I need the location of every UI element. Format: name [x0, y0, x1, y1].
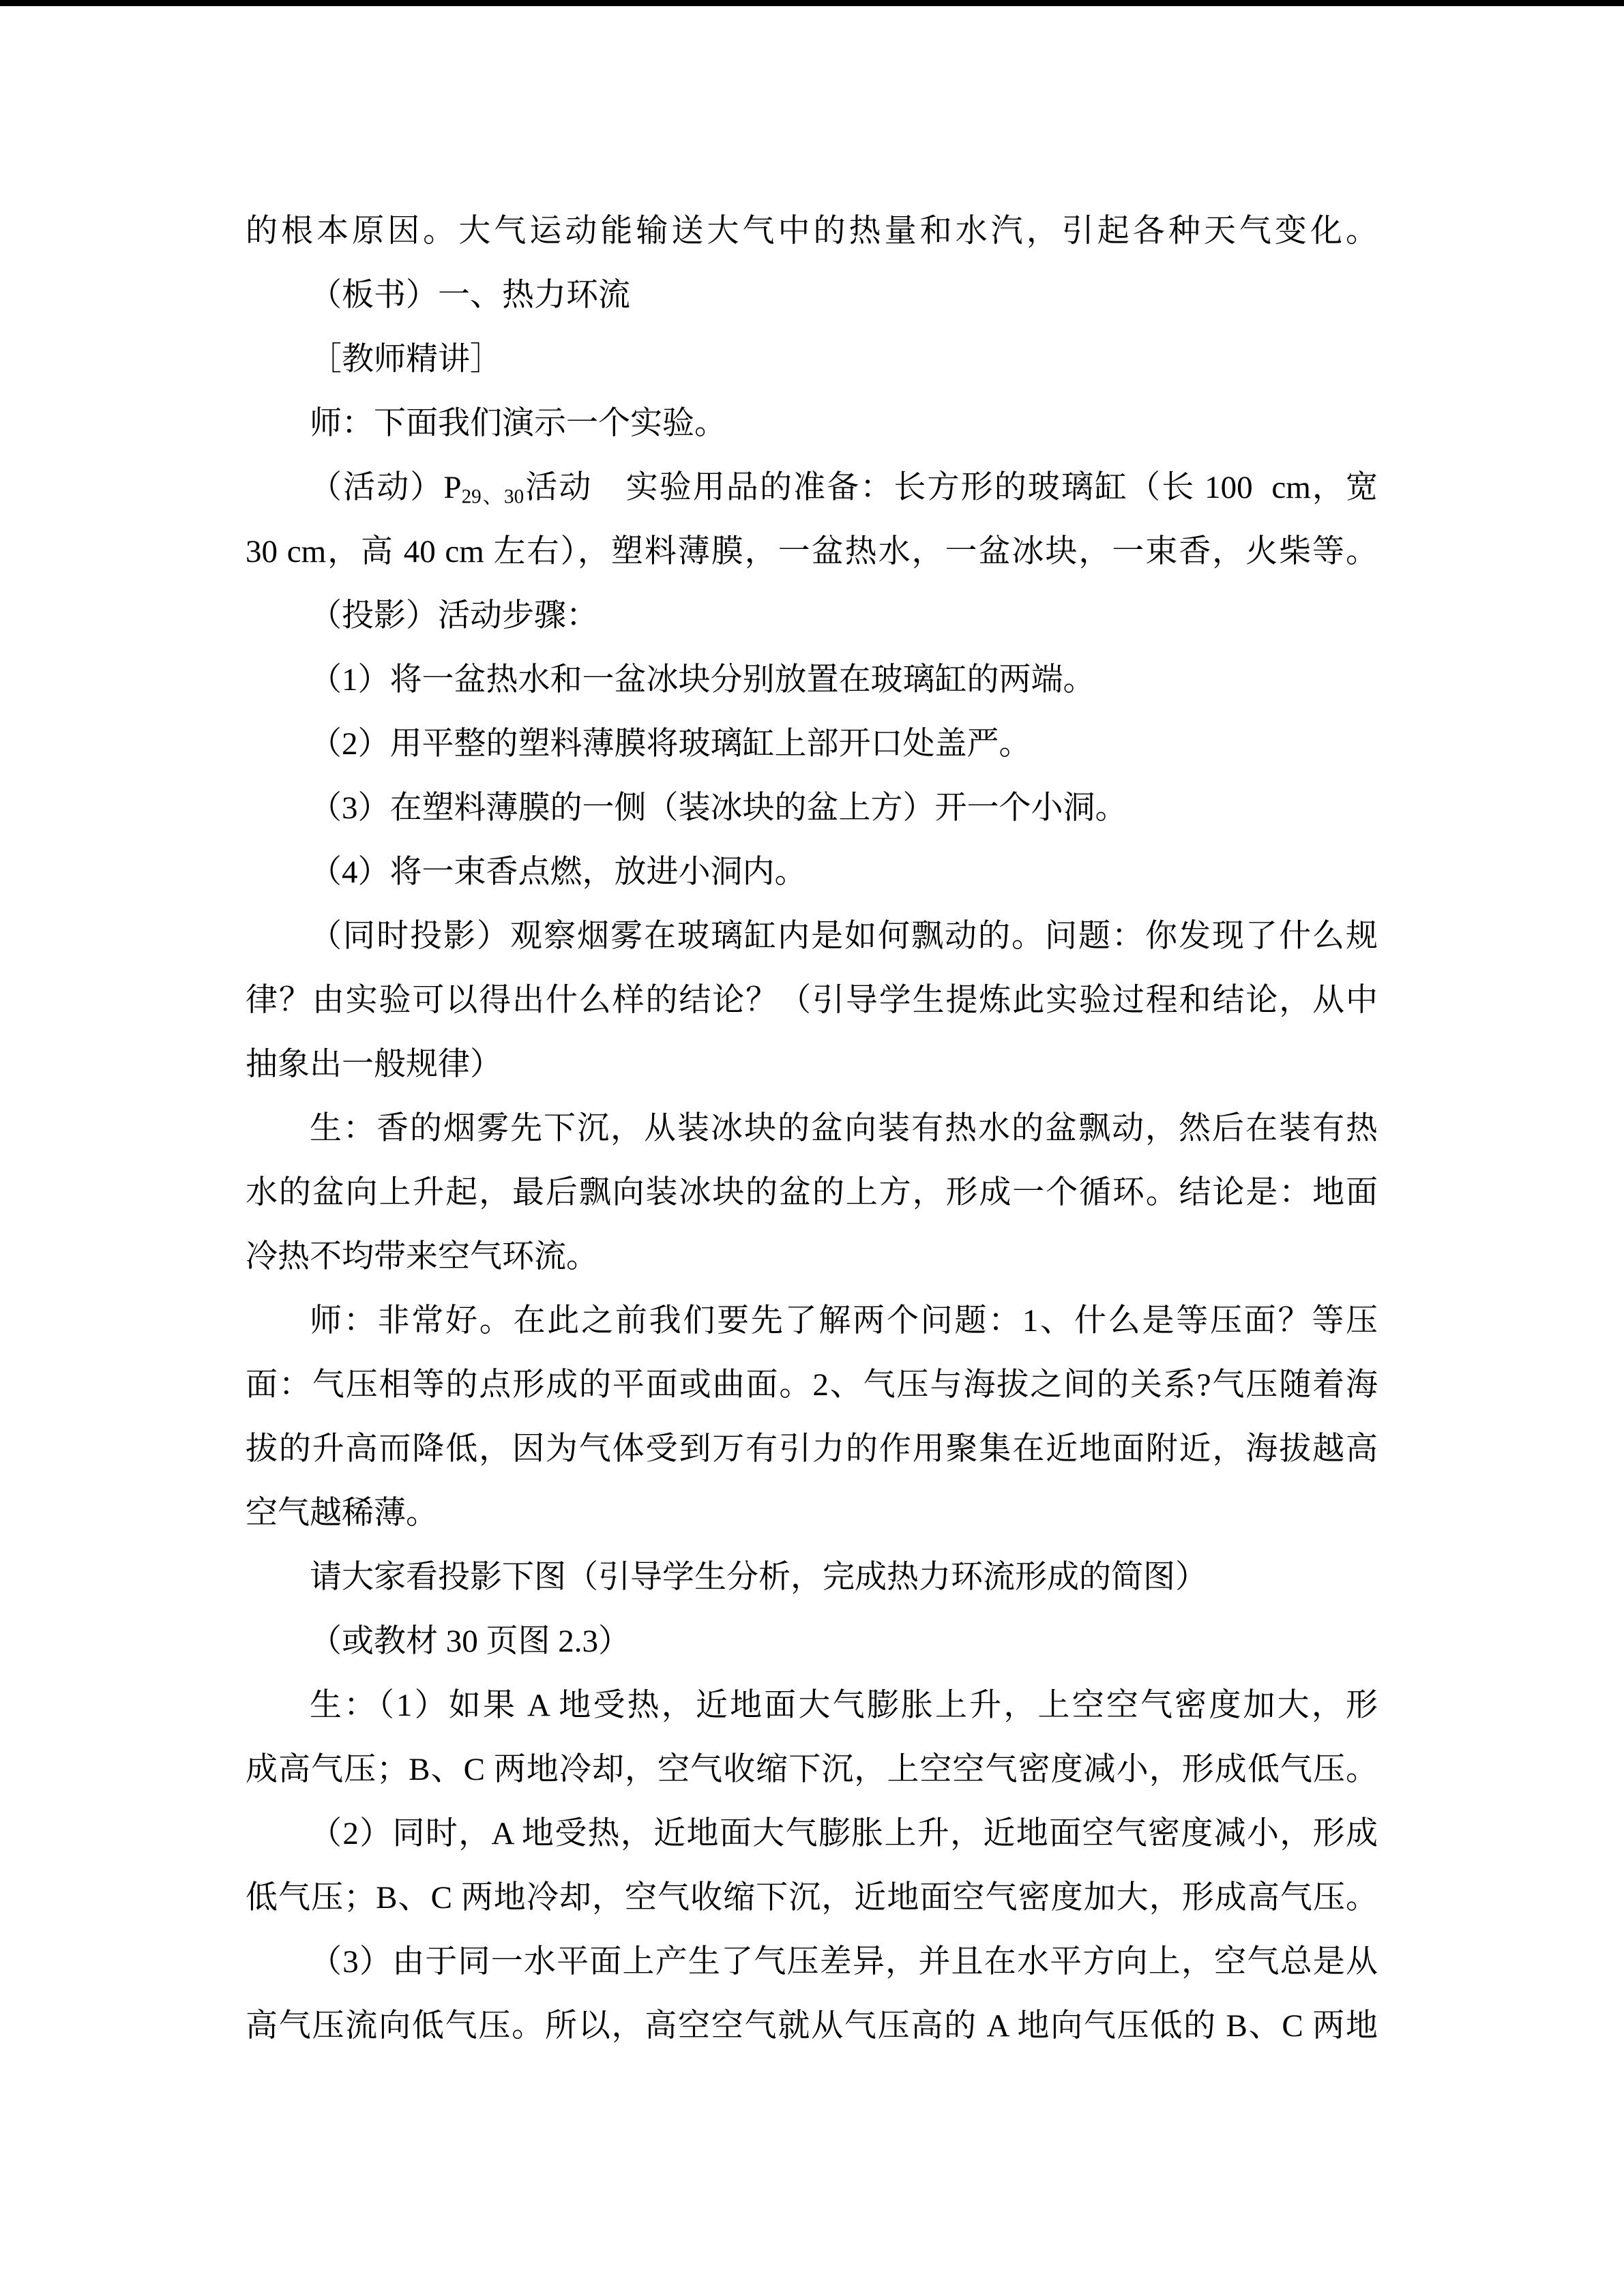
text-line: 律？由实验可以得出什么样的结论？（引导学生提炼此实验过程和结论，从中: [246, 983, 1378, 1018]
text-run: （活动）P: [310, 470, 462, 505]
text-line: （3）由于同一水平面上产生了气压差异，并且在水平方向上，空气总是从: [310, 1944, 1378, 1980]
subscript-page-refs: 29、30: [461, 486, 525, 508]
text-line: 冷热不均带来空气环流。: [246, 1239, 598, 1274]
text-line: 的根本原因。大气运动能输送大气中的热量和水汽，引起各种天气变化。: [246, 213, 1378, 249]
text-line: 生：（1）如果 A 地受热，近地面大气膨胀上升，上空空气密度加大，形: [310, 1688, 1378, 1723]
text-line: 请大家看投影下图（引导学生分析，完成热力环流形成的简图）: [310, 1560, 1207, 1595]
text-line: 拔的升高而降低，因为气体受到万有引力的作用聚集在近地面附近，海拔越高: [246, 1431, 1378, 1467]
text-line: （3）在塑料薄膜的一侧（装冰块的盆上方）开一个小洞。: [310, 790, 1127, 826]
text-line: 面：气压相等的点形成的平面或曲面。2、气压与海拔之间的关系?气压随着海: [246, 1367, 1378, 1403]
text-line: （1）将一盆热水和一盆冰块分别放置在玻璃缸的两端。: [310, 662, 1095, 698]
text-line: 低气压；B、C 两地冷却，空气收缩下沉，近地面空气密度加大，形成高气压。: [246, 1880, 1378, 1915]
text-line: [246, 456, 1378, 520]
text-line: 水的盆向上升起，最后飘向装冰块的盆的上方，形成一个循环。结论是：地面: [246, 1175, 1378, 1210]
text-line: （投影）活动步骤：: [310, 598, 598, 633]
text-line: 生：香的烟雾先下沉，从装冰块的盆向装有热水的盆飘动，然后在装有热: [310, 1111, 1378, 1146]
text-line: 成高气压；B、C 两地冷却，空气收缩下沉，上空空气密度减小，形成低气压。: [246, 1752, 1378, 1787]
document-page: [246, 199, 1378, 2058]
text-line: ［教师精讲］: [310, 342, 502, 377]
text-run: 活动 实验用品的准备：长方形的玻璃缸（长 100 cm，宽: [524, 470, 1378, 505]
text-line: （2）同时，A 地受热，近地面大气膨胀上升，近地面空气密度减小，形成: [310, 1816, 1378, 1851]
text-line: 抽象出一般规律）: [246, 1047, 502, 1082]
top-scan-bar: [0, 0, 1624, 6]
text-line: （同时投影）观察烟雾在玻璃缸内是如何飘动的。问题：你发现了什么规: [310, 919, 1378, 954]
text-line: （板书）一、热力环流: [310, 278, 630, 313]
text-line: （或教材 30 页图 2.3）: [310, 1624, 630, 1659]
text-line: 师：下面我们演示一个实验。: [310, 406, 726, 441]
text-line: （2）用平整的塑料薄膜将玻璃缸上部开口处盖严。: [310, 726, 1031, 762]
text-line: 30 cm，高 40 cm 左右），塑料薄膜，一盆热水，一盆冰块，一束香，火柴等。: [246, 534, 1378, 569]
text-line: 高气压流向低气压。所以，高空空气就从气压高的 A 地向气压低的 B、C 两地: [246, 2008, 1378, 2044]
text-line: （4）将一束香点燃，放进小洞内。: [310, 854, 807, 890]
text-line: 师：非常好。在此之前我们要先了解两个问题：1、什么是等压面？等压: [310, 1303, 1378, 1339]
text-line: 空气越稀薄。: [246, 1495, 438, 1531]
